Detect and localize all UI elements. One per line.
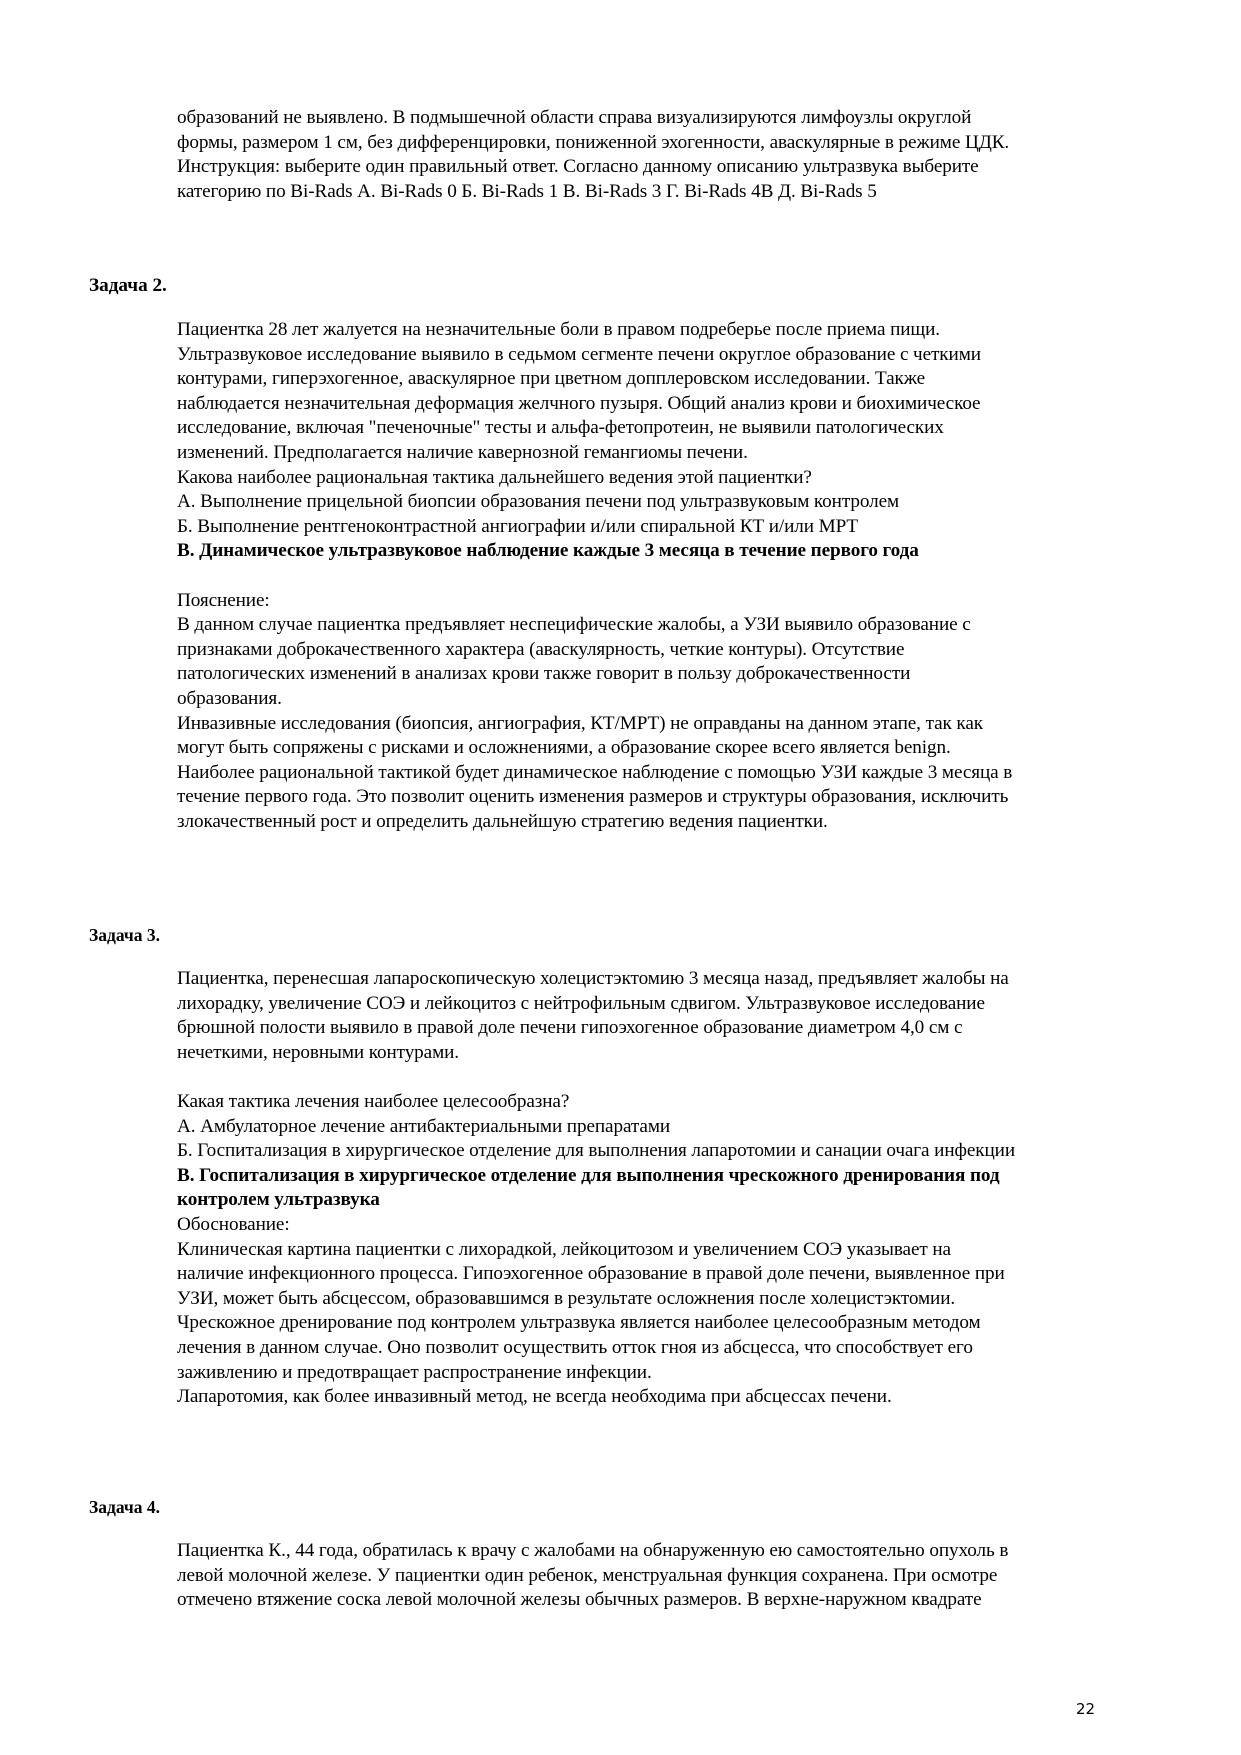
case-line: Пациентка, перенесшая лапароскопическую холецистэктомию 3 месяца назад, предъявляет жалобы на [177, 968, 1009, 989]
spacer [177, 564, 1207, 589]
question: Какова наиболее рациональная тактика дальнейшего ведения этой пациентки? [177, 466, 812, 488]
explanation-line: Наиболее рациональной тактикой будет динамическое наблюдение с помощью УЗИ каждые 3 месяца в [177, 761, 1013, 783]
text-line: категорию по Bi-Rads А. Bi-Rads 0 Б. Bi-Rads 1 В. Bi-Rads 3 Г. Bi-Rads 4В Д. Bi-Rads 5 [177, 180, 877, 202]
answer-option-b: Б. Госпитализация в хирургическое отделение для выполнения лапаротомии и санации очага инфекции [177, 1140, 1015, 1162]
explanation-line: течение первого года. Это позволит оценить изменения размеров и структуры образования, исключить [177, 786, 1009, 808]
explanation-line: образования. [177, 687, 282, 709]
case-line: левой молочной железе. У пациентки один ребенок, менструальная функция сохранена. При осмотре [177, 1564, 998, 1586]
answer-option-c-correct: В. Госпитализация в хирургическое отделение для выполнения чрескожного дренирования под [177, 1164, 1000, 1186]
task1-continuation [177, 106, 1207, 204]
explanation-line: Чрескожное дренирование под контролем ультразвука является наиболее целесообразным методом [177, 1312, 981, 1334]
task2-body [177, 318, 1207, 834]
case-line: контурами, гиперэхогенное, аваскулярное при цветном допплеровском исследовании. Также [177, 368, 926, 390]
explanation-line: В данном случае пациентка предъявляет неспецифические жалобы, а УЗИ выявило образование с [177, 614, 971, 636]
task2-heading: Задача 2. [89, 275, 167, 296]
explanation-label: Пояснение: [177, 589, 270, 611]
explanation-line: злокачественный рост и определить дальнейшую стратегию ведения пациентки. [177, 810, 828, 832]
case-line: нечеткими, неровными контурами. [177, 1041, 460, 1063]
page-number: 22 [1076, 1700, 1096, 1718]
question: Какая тактика лечения наиболее целесообразна? [177, 1090, 570, 1112]
explanation-line: могут быть сопряжены с рисками и осложнениями, а образование скорее всего является benign. [177, 737, 951, 759]
answer-option-c-correct: В. Динамическое ультразвуковое наблюдение каждые 3 месяца в течение первого года [177, 540, 919, 562]
explanation-line: Клиническая картина пациентки с лихорадкой, лейкоцитозом и увеличением СОЭ указывает на [177, 1238, 951, 1260]
explanation-label: Обоснование: [177, 1213, 290, 1235]
text-line: формы, размером 1 см, без дифференцировки, пониженной эхогенности, аваскулярные в режиме ЦДК. [177, 131, 1010, 153]
task4-body [177, 1539, 1207, 1613]
explanation-line: наличие инфекционного процесса. Гипоэхогенное образование в правой доле печени, выявленное при [177, 1263, 1005, 1285]
explanation-line: Лапаротомия, как более инвазивный метод, не всегда необходима при абсцессах печени. [177, 1386, 892, 1408]
explanation-line: заживлению и предотвращает распространение инфекции. [177, 1361, 652, 1383]
task3-heading: Задача 3. [89, 925, 161, 945]
explanation-line: Инвазивные исследования (биопсия, ангиография, КТ/МРТ) не оправданы на данном этапе, так как [177, 712, 983, 734]
case-line: брюшной полости выявило в правой доле печени гипоэхогенное образование диаметром 4,0 см с [177, 1017, 963, 1039]
answer-option-c-correct: контролем ультразвука [177, 1189, 380, 1211]
case-line: лихорадку, увеличение СОЭ и лейкоцитоз с нейтрофильным сдвигом. Ультразвуковое исследование [177, 992, 985, 1014]
explanation-line: патологических изменений в анализах крови также говорит в пользу доброкачественности [177, 663, 911, 685]
case-line: исследование, включая "печеночные" тесты и альфа-фетопротеин, не выявили патологических [177, 417, 944, 439]
case-line: отмечено втяжение соска левой молочной железы обычных размеров. В верхне-наружном квадрате [177, 1589, 982, 1611]
case-line: наблюдается незначительная деформация желчного пузыря. Общий анализ крови и биохимическое [177, 392, 981, 414]
explanation-line: лечения в данном случае. Оно позволит осуществить отток гноя из абсцесса, что способствует его [177, 1336, 973, 1358]
answer-option-a: А. Амбулаторное лечение антибактериальными препаратами [177, 1115, 671, 1137]
task3-body [177, 967, 1207, 1410]
spacer [177, 1065, 1207, 1090]
case-line: Пациентка 28 лет жалуется на незначительные боли в правом подреберье после приема пищи. [177, 319, 940, 340]
answer-option-a: А. Выполнение прицельной биопсии образования печени под ультразвуковым контролем [177, 491, 900, 513]
text-line: образований не выявлено. В подмышечной области справа визуализируются лимфоузлы округлой [177, 107, 972, 128]
text-line: Инструкция: выберите один правильный ответ. Согласно данному описанию ультразвука выберите [177, 156, 979, 178]
explanation-line: признаками доброкачественного характера (аваскулярность, четкие контуры). Отсутствие [177, 638, 905, 660]
explanation-line: УЗИ, может быть абсцессом, образовавшимся в результате осложнения после холецистэктомии. [177, 1287, 956, 1309]
task4-heading: Задача 4. [89, 1497, 161, 1517]
answer-option-b: Б. Выполнение рентгеноконтрастной ангиографии и/или спиральной КТ и/или МРТ [177, 515, 859, 537]
case-line: изменений. Предполагается наличие кавернозной гемангиомы печени. [177, 441, 748, 463]
case-line: Ультразвуковое исследование выявило в седьмом сегменте печени округлое образование с четкими [177, 343, 981, 365]
case-line: Пациентка К., 44 года, обратилась к врачу с жалобами на обнаруженную ею самостоятельно опухоль в [177, 1540, 1009, 1561]
